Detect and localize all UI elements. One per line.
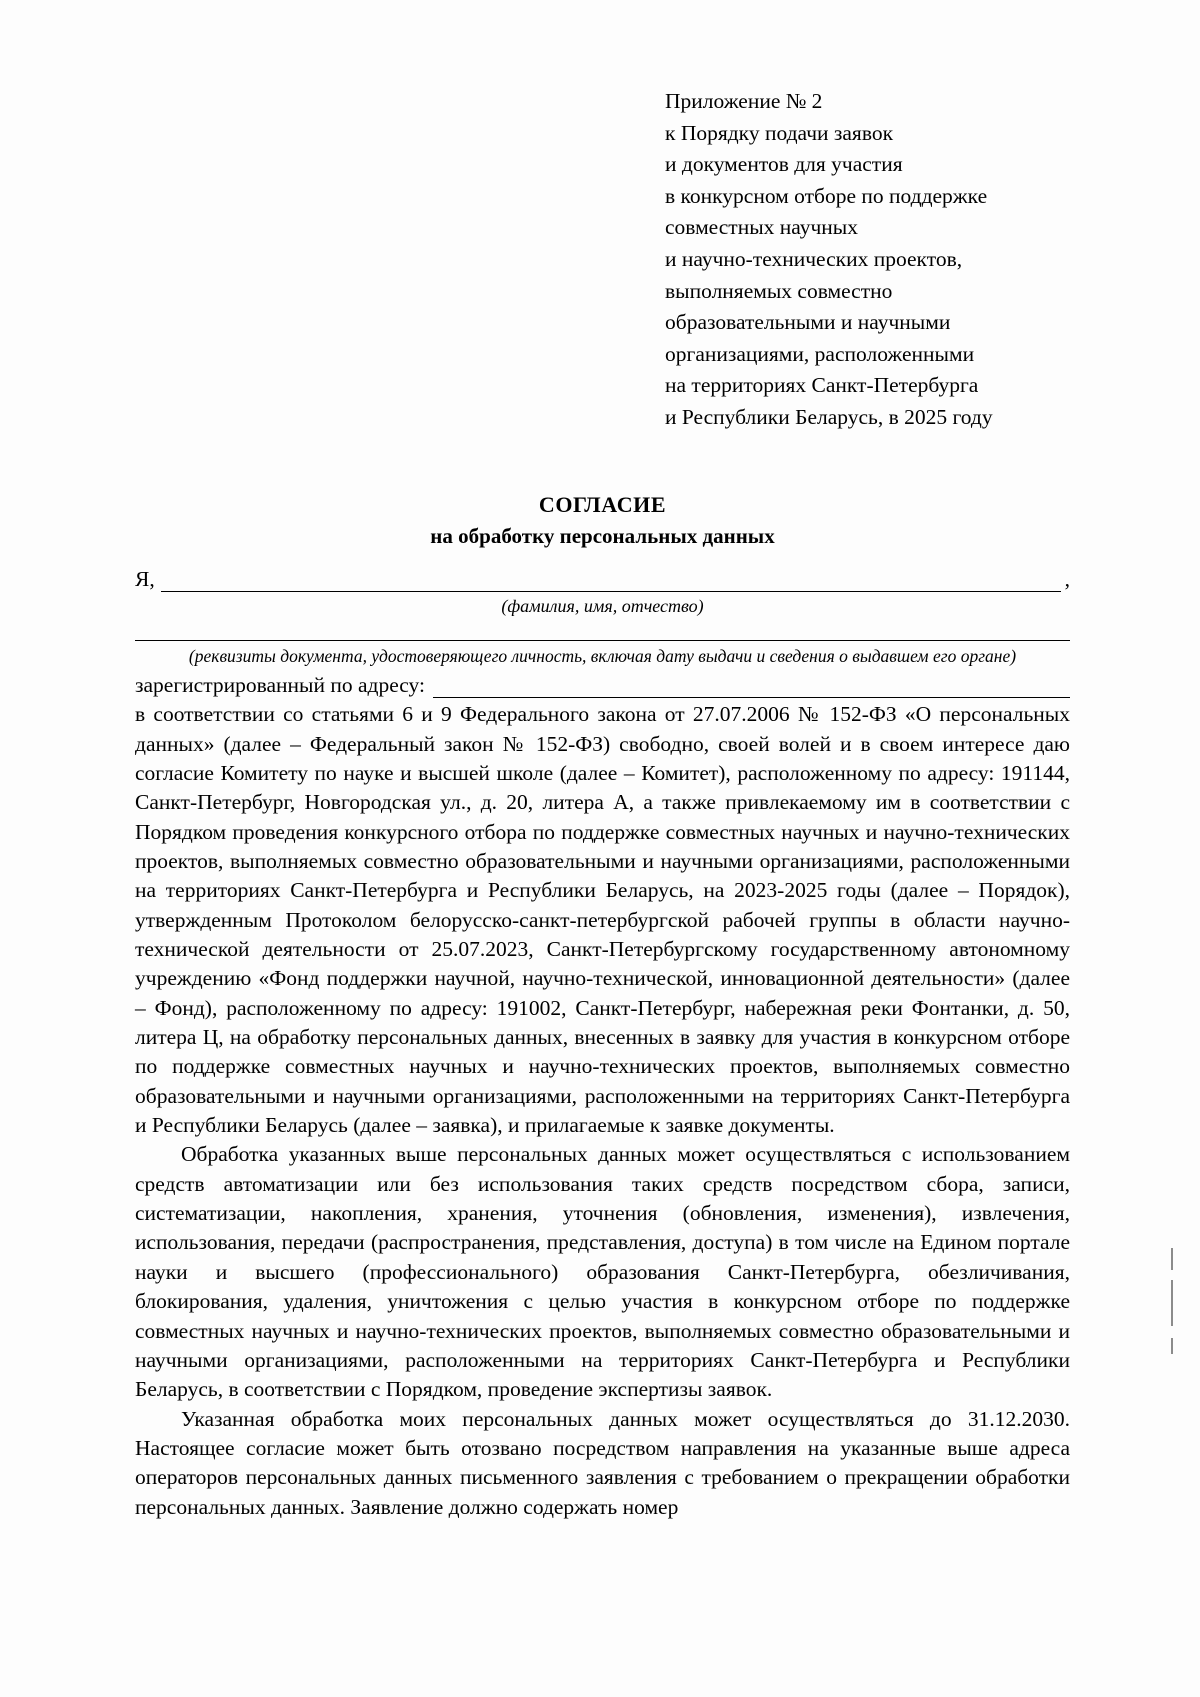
document-content xyxy=(135,0,1070,1522)
appendix-line: к Порядку подачи заявок xyxy=(665,120,894,145)
fio-caption: (фамилия, имя, отчество) xyxy=(501,595,704,616)
appendix-line: совместных научных xyxy=(665,215,858,240)
appendix-reference-block xyxy=(665,86,1065,434)
scan-artifact-mark xyxy=(1171,1280,1173,1326)
appendix-line: образовательными и научными xyxy=(665,310,951,335)
body-paragraph-1: в соответствии со статьями 6 и 9 Федерального закона от 27.07.2006 № 152-ФЗ «О персональных данных» (далее – Федеральный закон № 152-ФЗ) свободно, своей волей и в своем интересе даю согласие Комитету по науке и высшей школе (далее – Комитет), расположенному по адресу: 191144, Санкт-Петербург, Новгородская ул., д. 20, литера А, а также привлекаемому им в соответствии с Порядком проведения конкурсного отбора по поддержке совместных научных и научно-технических проектов, выполняемых совместно образовательными и научными организациями, расположенными на территориях Санкт-Петербурга и Республики Беларусь, на 2023-2025 годы (далее – Порядок), утвержденным Протоколом белорусско-санкт-петербургской рабочей группы в области научно-технической деятельности от 25.07.2023, Санкт-Петербургскому государственному автономному учреждению «Фонд поддержки научной, научно-технической, инновационной деятельности» (далее – Фонд), расположенному по адресу: 191002, Санкт-Петербург, набережная реки Фонтанки, д. 50, литера Ц, на обработку персональных данных, внесенных в заявку для участия в конкурсном отборе по поддержке совместных научных и научно-технических проектов, выполняемых совместно образовательными и научными организациями, расположенными на территориях Санкт-Петербурга и Республики Беларусь (далее – заявка), и прилагаемые к заявке документы. xyxy=(135,702,1070,1138)
scan-artifact-mark xyxy=(1171,1338,1173,1354)
appendix-line: и документов для участия xyxy=(665,152,903,177)
body-paragraph-3: Указанная обработка моих персональных данных может осуществляться до 31.12.2030. Настоящее согласие может быть отозвано посредством направления на указанные выше адреса операторов персональных данных письменного заявления с требованием о прекращении обработки персональных данных. Заявление должно содержать номер xyxy=(135,1406,1070,1519)
address-label: зарегистрированный по адресу: xyxy=(135,673,425,698)
appendix-line: организациями, расположенными xyxy=(665,341,975,366)
fio-field-row xyxy=(135,567,1070,592)
address-blank-line[interactable] xyxy=(433,679,1070,698)
appendix-line: в конкурсном отборе по поддержке xyxy=(665,183,988,208)
address-field-row xyxy=(135,673,1070,698)
fio-trailing-comma: , xyxy=(1064,566,1070,591)
page-title: СОГЛАСИЕ xyxy=(538,491,667,517)
page-subtitle: на обработку персональных данных xyxy=(430,523,775,548)
document-title-block xyxy=(135,492,1070,549)
appendix-line: на территориях Санкт-Петербурга xyxy=(665,373,979,398)
appendix-line: и научно-технических проектов, xyxy=(665,246,963,271)
fio-label: Я, xyxy=(135,566,155,591)
fio-blank-line[interactable] xyxy=(161,573,1061,592)
scan-artifact-mark xyxy=(1171,1248,1173,1270)
identity-document-caption: (реквизиты документа, удостоверяющего личность, включая дату выдачи и сведения о выдавшем его органе) xyxy=(188,645,1017,666)
identity-document-blank-line[interactable] xyxy=(135,639,1070,641)
appendix-line: Приложение № 2 xyxy=(665,89,823,113)
body-paragraph-2: Обработка указанных выше персональных данных может осуществляться с использованием средств автоматизации или без использования таких средств посредством сбора, записи, систематизации, накопления, хранения, уточнения (обновления, изменения), извлечения, использования, передачи (распространения, представления, доступа) в том числе на Едином портале науки и высшего (профессионального) образования Санкт-Петербурга, обезличивания, блокирования, удаления, уничтожения с целью участия в конкурсном отборе по поддержке совместных научных и научно-технических проектов, выполняемых совместно образовательными и научными организациями, расположенными на территориях Санкт-Петербурга и Республики Беларусь, в соответствии с Порядком, проведение экспертизы заявок. xyxy=(135,1142,1070,1402)
appendix-line: выполняемых совместно xyxy=(665,278,893,303)
appendix-line: и Республики Беларусь, в 2025 году xyxy=(665,404,993,429)
